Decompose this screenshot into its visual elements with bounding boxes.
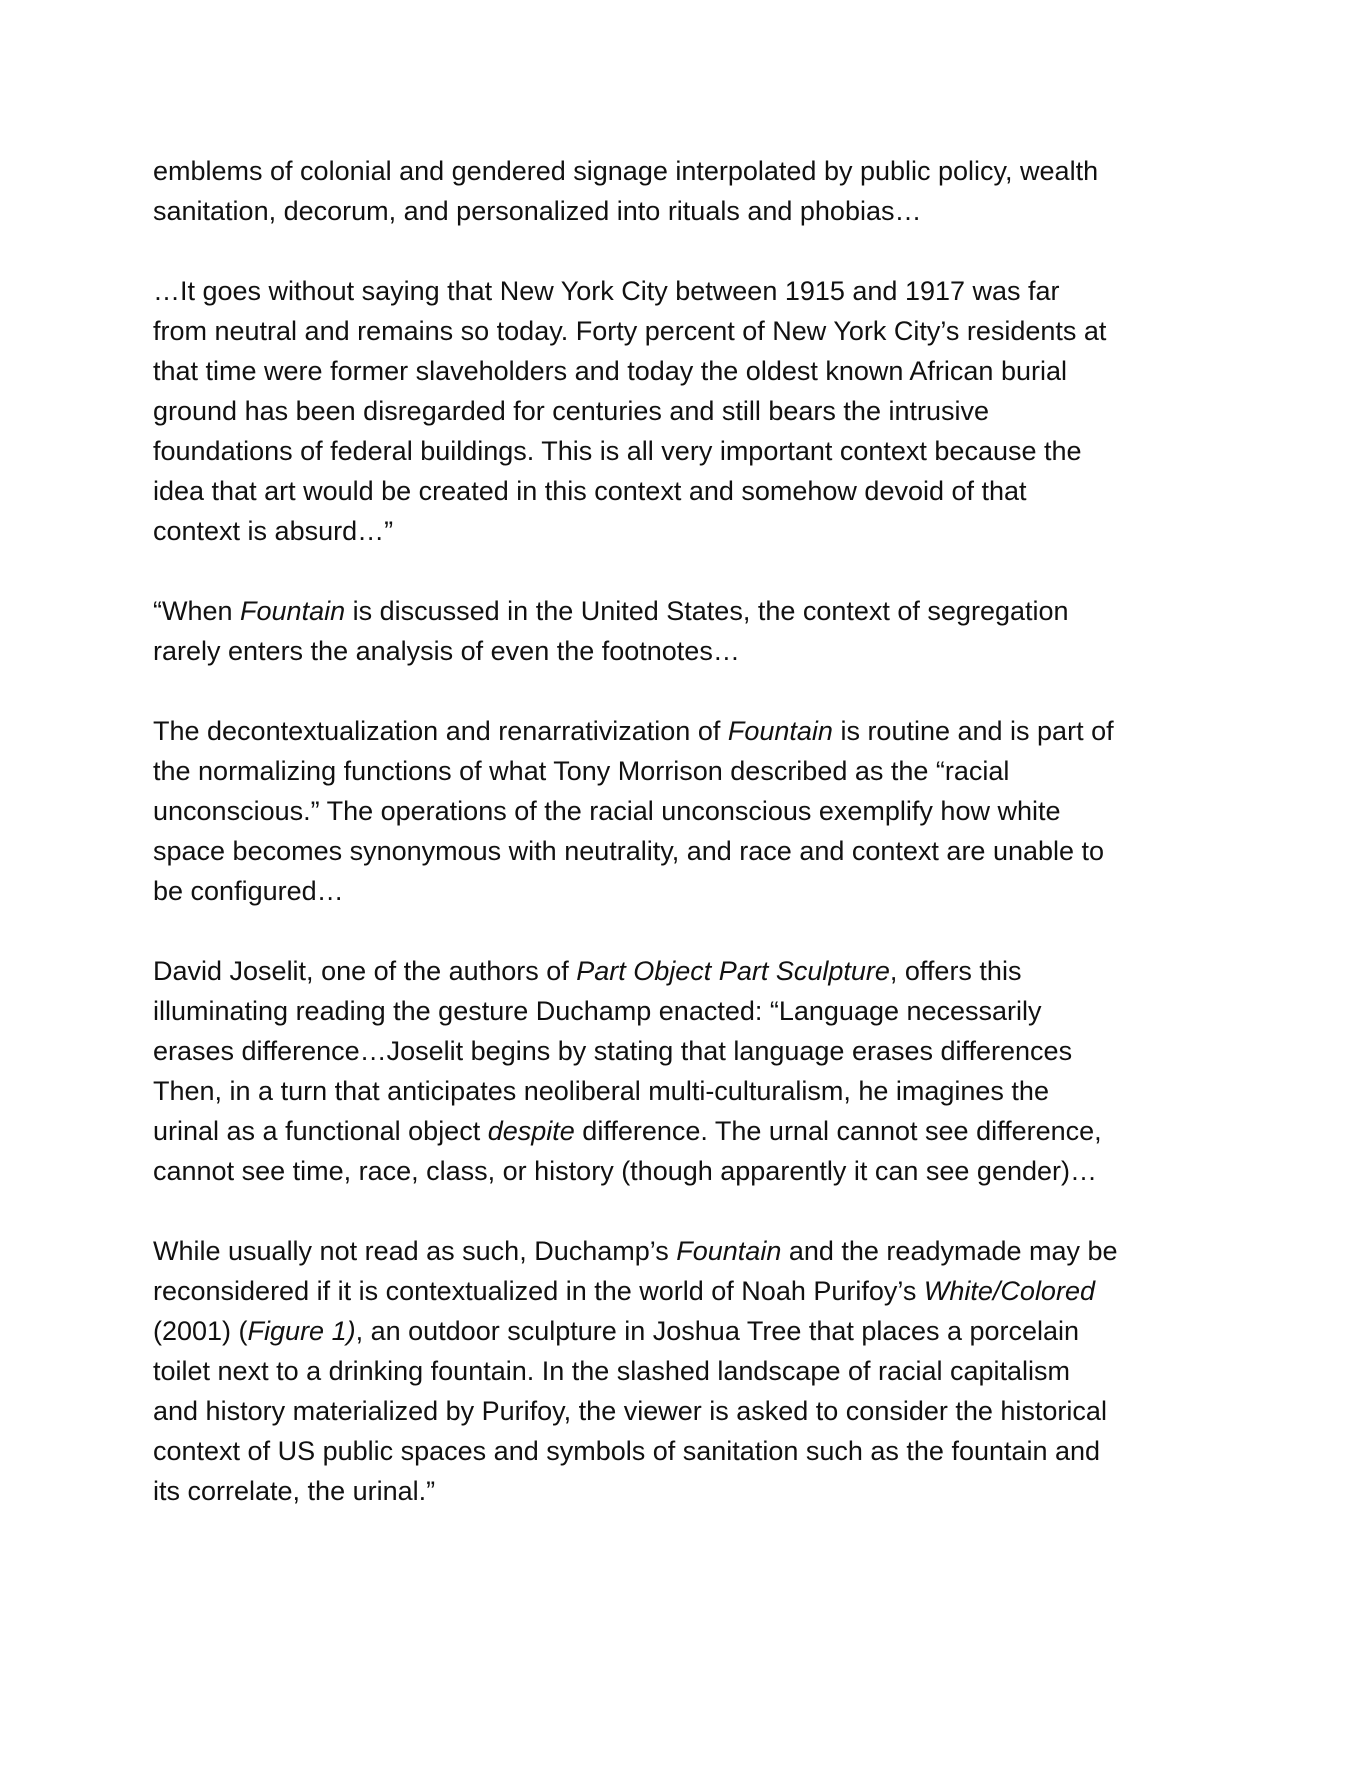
text-line bbox=[153, 271, 1223, 311]
text-line bbox=[153, 191, 1223, 231]
text-line bbox=[153, 631, 1223, 671]
italic-text: Part Object Part Sculpture bbox=[576, 956, 890, 986]
text-segment: that time were former slaveholders and today the oldest known African burial bbox=[153, 356, 1067, 386]
text-line bbox=[153, 1471, 1223, 1511]
text-line bbox=[153, 1271, 1223, 1311]
paragraph bbox=[153, 711, 1223, 911]
text-line bbox=[153, 831, 1223, 871]
text-segment: and history materialized by Purifoy, the viewer is asked to consider the historical bbox=[153, 1396, 1107, 1426]
text-line bbox=[153, 1071, 1223, 1111]
text-line bbox=[153, 351, 1223, 391]
text-line bbox=[153, 711, 1223, 751]
italic-text: Fountain bbox=[676, 1236, 782, 1266]
text-segment: David Joselit, one of the authors of bbox=[153, 956, 577, 986]
text-segment: from neutral and remains so today. Forty percent of New York City’s residents at bbox=[153, 316, 1107, 346]
text-segment: ground has been disregarded for centuries and still bears the intrusive bbox=[153, 396, 989, 426]
text-line bbox=[153, 1231, 1223, 1271]
text-segment: is routine and is part of bbox=[832, 716, 1114, 746]
text-line bbox=[153, 1311, 1223, 1351]
text-segment: its correlate, the urinal.” bbox=[153, 1476, 436, 1506]
text-segment: , offers this bbox=[889, 956, 1022, 986]
text-segment: reconsidered if it is contextualized in the world of Noah Purifoy’s bbox=[153, 1276, 924, 1306]
text-line bbox=[153, 751, 1223, 791]
text-segment: urinal as a functional object bbox=[153, 1116, 488, 1146]
text-segment: illuminating reading the gesture Duchamp enacted: “Language necessarily bbox=[153, 996, 1042, 1026]
text-line bbox=[153, 471, 1223, 511]
text-segment: unconscious.” The operations of the racial unconscious exemplify how white bbox=[153, 796, 1061, 826]
text-segment: foundations of federal buildings. This is all very important context because the bbox=[153, 436, 1082, 466]
text-line bbox=[153, 1111, 1223, 1151]
text-segment: rarely enters the analysis of even the footnotes… bbox=[153, 636, 740, 666]
text-segment: space becomes synonymous with neutrality, and race and context are unable to bbox=[153, 836, 1105, 866]
italic-text: despite bbox=[487, 1116, 575, 1146]
italic-text: Fountain bbox=[727, 716, 833, 746]
text-line bbox=[153, 431, 1223, 471]
text-line bbox=[153, 951, 1223, 991]
text-segment: erases difference…Joselit begins by stating that language erases differences bbox=[153, 1036, 1073, 1066]
text-segment: the normalizing functions of what Tony Morrison described as the “racial bbox=[153, 756, 1010, 786]
text-segment: emblems of colonial and gendered signage interpolated by public policy, wealth bbox=[153, 156, 1099, 186]
text-segment: be configured… bbox=[153, 876, 344, 906]
paragraph bbox=[153, 271, 1223, 551]
text-segment: context of US public spaces and symbols of sanitation such as the fountain and bbox=[153, 1436, 1101, 1466]
text-segment: toilet next to a drinking fountain. In the slashed landscape of racial capitalism bbox=[153, 1356, 1071, 1386]
text-segment: “When bbox=[153, 596, 241, 626]
text-line bbox=[153, 511, 1223, 551]
body-text bbox=[153, 151, 1223, 1551]
text-line bbox=[153, 151, 1223, 191]
paragraph bbox=[153, 951, 1223, 1191]
text-line bbox=[153, 1151, 1223, 1191]
paragraph bbox=[153, 591, 1223, 671]
text-line bbox=[153, 1391, 1223, 1431]
text-line bbox=[153, 591, 1223, 631]
text-segment: cannot see time, race, class, or history (though apparently it can see gender)… bbox=[153, 1156, 1097, 1186]
text-segment: (2001) ( bbox=[153, 1316, 248, 1346]
paragraph bbox=[153, 1231, 1223, 1511]
text-line bbox=[153, 1031, 1223, 1071]
text-line bbox=[153, 991, 1223, 1031]
text-line bbox=[153, 871, 1223, 911]
text-segment: The decontextualization and renarrativization of bbox=[153, 716, 728, 746]
italic-text: Fountain bbox=[240, 596, 346, 626]
text-segment: and the readymade may be bbox=[781, 1236, 1118, 1266]
text-segment: is discussed in the United States, the context of segregation bbox=[345, 596, 1069, 626]
text-line bbox=[153, 1351, 1223, 1391]
text-segment: context is absurd…” bbox=[153, 516, 394, 546]
text-line bbox=[153, 1431, 1223, 1471]
text-segment: Then, in a turn that anticipates neoliberal multi-culturalism, he imagines the bbox=[153, 1076, 1049, 1106]
text-segment: While usually not read as such, Duchamp’s bbox=[153, 1236, 677, 1266]
text-line bbox=[153, 791, 1223, 831]
text-segment: …It goes without saying that New York City between 1915 and 1917 was far bbox=[153, 276, 1060, 306]
text-segment: difference. The urnal cannot see difference, bbox=[574, 1116, 1102, 1146]
text-segment: , an outdoor sculpture in Joshua Tree that places a porcelain bbox=[355, 1316, 1080, 1346]
text-line bbox=[153, 311, 1223, 351]
paragraph bbox=[153, 151, 1223, 231]
text-segment: idea that art would be created in this context and somehow devoid of that bbox=[153, 476, 1027, 506]
text-line bbox=[153, 391, 1223, 431]
italic-text: White/Colored bbox=[923, 1276, 1095, 1306]
text-segment: sanitation, decorum, and personalized into rituals and phobias… bbox=[153, 196, 922, 226]
italic-text: Figure 1) bbox=[247, 1316, 356, 1346]
